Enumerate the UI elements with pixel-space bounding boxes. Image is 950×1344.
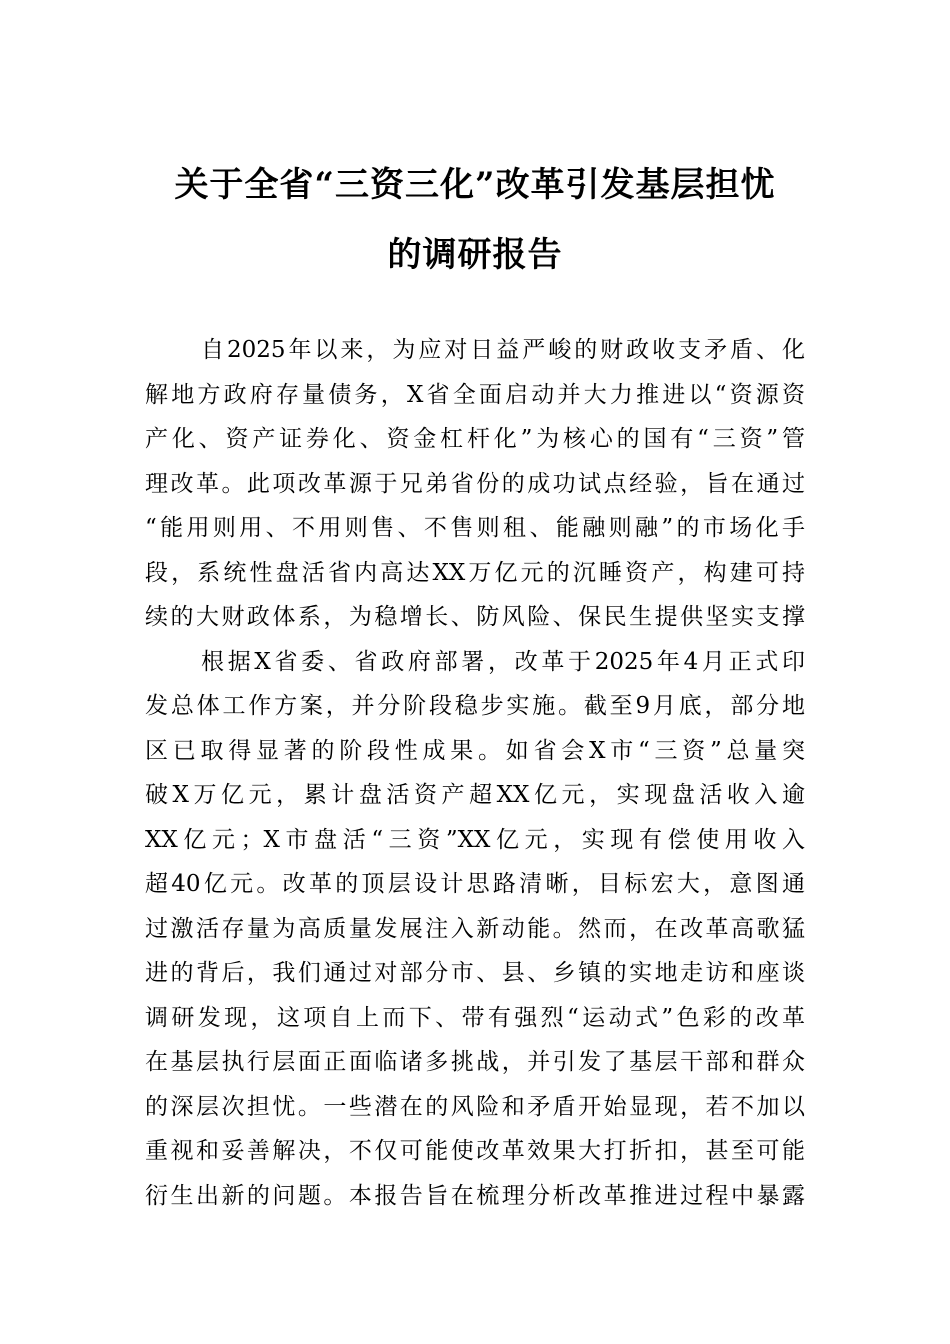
text-line: 产化、资产证券化、资金杠杆化”为核心的国有“三资”管: [145, 426, 805, 452]
text-line: 续的大财政体系，为稳增长、防风险、保民生提供坚实支撑: [145, 604, 805, 630]
paragraph: [145, 640, 805, 1219]
text-line: 破X万亿元，累计盘活资产超XX亿元，实现盘活收入逾: [145, 782, 805, 808]
document-title-line-1: 关于全省“三资三化”改革引发基层担忧: [174, 165, 776, 205]
text-line: 衍生出新的问题。本报告旨在梳理分析改革推进过程中暴露: [145, 1182, 805, 1209]
text-line: 理改革。此项改革源于兄弟省份的成功试点经验，旨在通过: [145, 470, 805, 497]
text-line: 过激活存量为高质量发展注入新动能。然而，在改革高歌猛: [145, 915, 805, 942]
text-line: 自2025年以来，为应对日益严峻的财政收支矛盾、化: [201, 337, 805, 363]
text-line: 段，系统性盘活省内高达XX万亿元的沉睡资产，构建可持: [145, 559, 805, 586]
text-line: 在基层执行层面正面临诸多挑战，并引发了基层干部和群众: [145, 1049, 805, 1075]
text-line: 超40亿元。改革的顶层设计思路清晰，目标宏大，意图通: [145, 871, 805, 897]
text-line: 调研发现，这项自上而下、带有强烈“运动式”色彩的改革: [145, 1004, 805, 1031]
text-line: “能用则用、不用则售、不售则租、能融则融”的市场化手: [145, 515, 805, 541]
document-title-line-2: 的调研报告: [387, 235, 563, 275]
text-line: 重视和妥善解决，不仅可能使改革效果大打折扣，甚至可能: [145, 1138, 805, 1164]
text-line: 区已取得显著的阶段性成果。如省会X市“三资”总量突: [145, 737, 805, 764]
text-line: 根据X省委、省政府部署，改革于2025年4月正式印: [201, 648, 805, 675]
text-line: 解地方政府存量债务，X省全面启动并大力推进以“资源资: [145, 381, 805, 408]
document-body: [145, 328, 805, 1218]
text-line: 发总体工作方案，并分阶段稳步实施。截至9月底，部分地: [145, 693, 805, 719]
text-line: 的深层次担忧。一些潜在的风险和矛盾开始显现，若不加以: [145, 1093, 805, 1120]
paragraph: [145, 328, 805, 640]
text-line: 进的背后，我们通过对部分市、县、乡镇的实地走访和座谈: [145, 960, 805, 986]
text-line: XX亿元；X市盘活“三资”XX亿元，实现有偿使用收入: [145, 826, 805, 853]
